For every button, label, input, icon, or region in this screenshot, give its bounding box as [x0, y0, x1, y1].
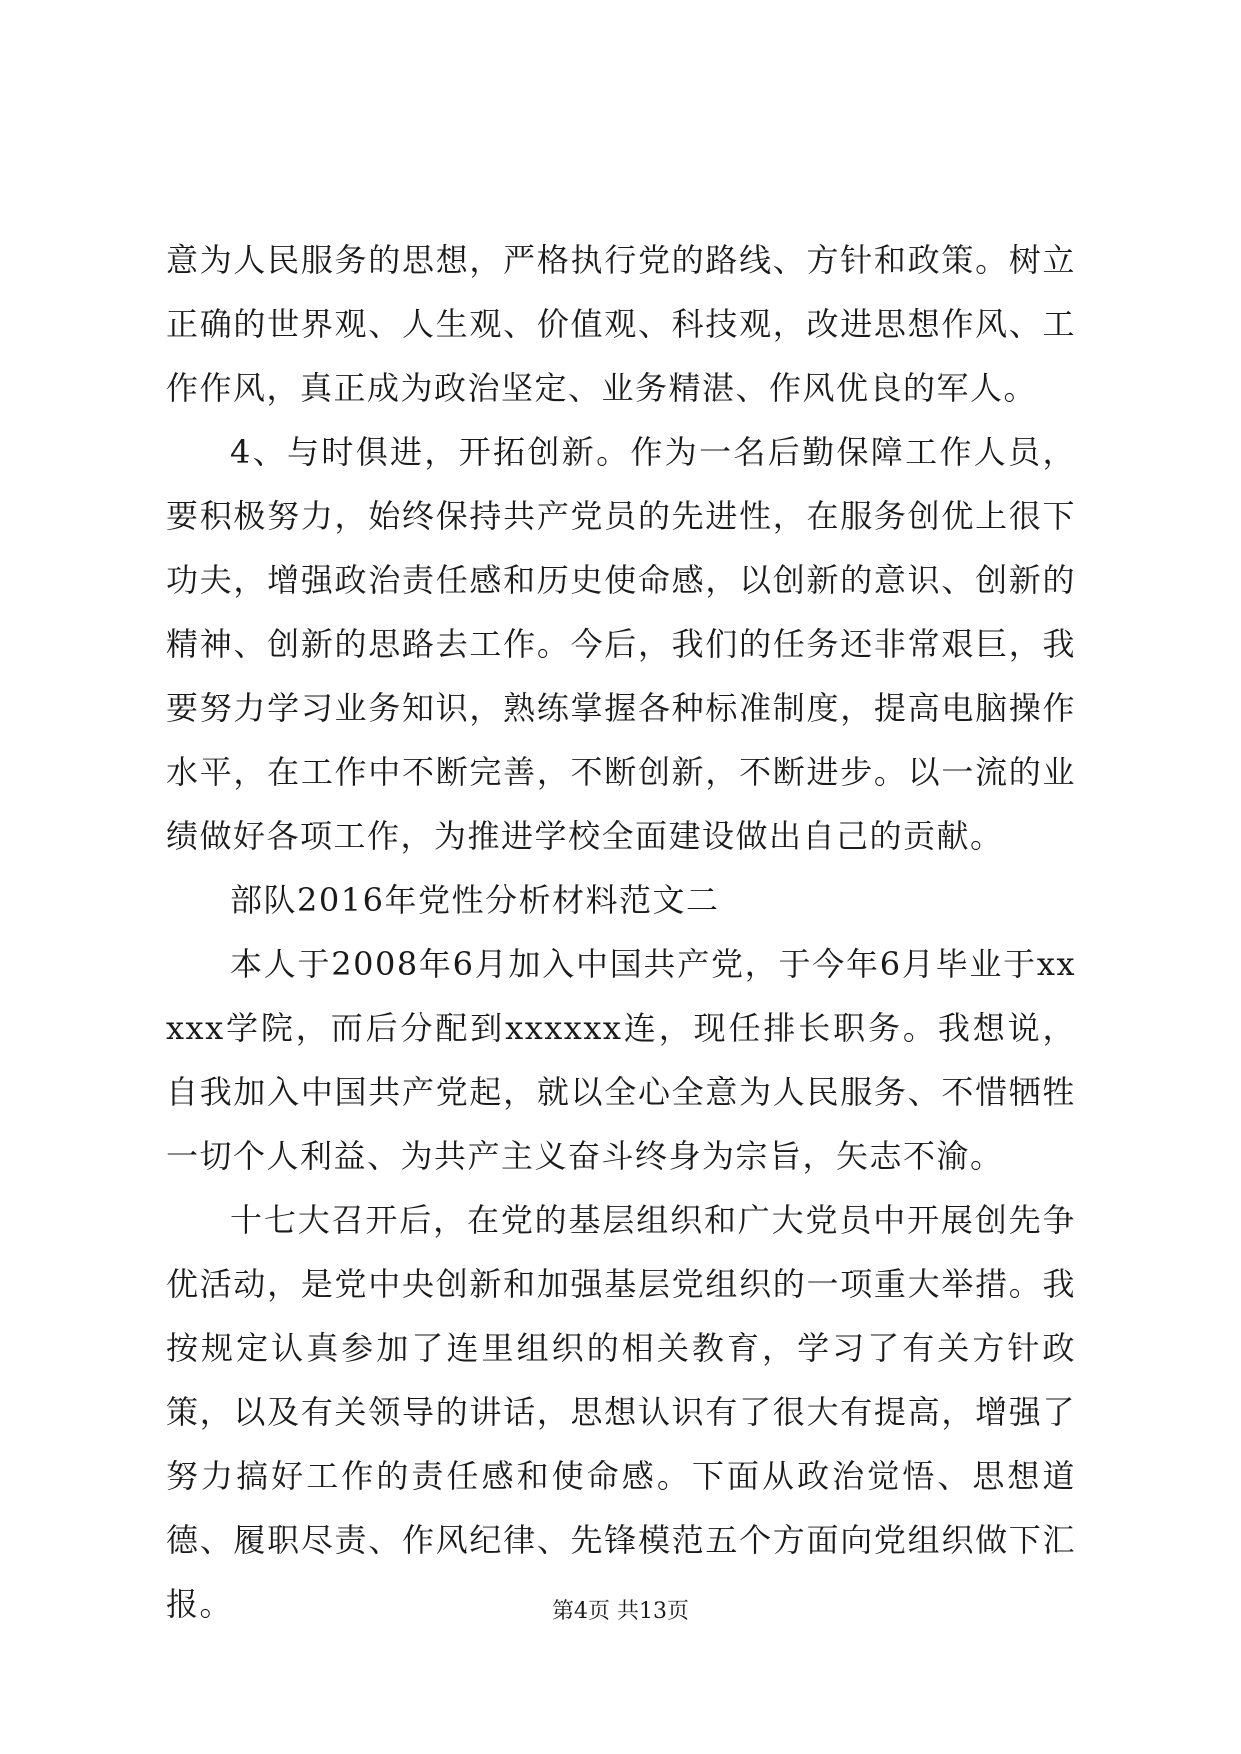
paragraph-item-4: 4、与时俱进，开拓创新。作为一名后勤保障工作人员，要积极努力，始终保持共产党员的先进性，在服务创优上很下功夫，增强政治责任感和历史使命感，以创新的意识、创新的精神、创新的思路去工作。今后，我们的任务还非常艰巨，我要努力学习业务知识，熟练掌握各种标准制度，提高电脑操作水平，在工作中不断完善，不断创新，不断进步。以一流的业绩做好各项工作，为推进学校全面建设做出自己的贡献。 [166, 433, 1076, 855]
page-footer: 第4页 共13页 [552, 1599, 689, 1624]
paragraph-continuation: 意为人民服务的思想，严格执行党的路线、方针和政策。树立正确的世界观、人生观、价值观、科技观，改进思想作风、工作作风，真正成为政治坚定、业务精湛、作风优良的军人。 [166, 241, 1076, 407]
paragraph-activity: 十七大召开后，在党的基层组织和广大党员中开展创先争优活动，是党中央创新和加强基层党组织的一项重大举措。我按规定认真参加了连里组织的相关教育，学习了有关方针政策，以及有关领导的讲话，思想认识有了很大有提高，增强了努力搞好工作的责任感和使命感。下面从政治觉悟、思想道德、履职尽责、作风纪律、先锋模范五个方面向党组织做下汇报。 [166, 1201, 1076, 1623]
section-heading: 部队2016年党性分析材料范文二 [230, 881, 720, 919]
document-body [166, 228, 1076, 1636]
paragraph-intro: 本人于2008年6月加入中国共产党，于今年6月毕业于xxxxx学院，而后分配到xxxxxx连，现任排长职务。我想说，自我加入中国共产党起，就以全心全意为人民服务、不惜牺牲一切个人利益、为共产主义奋斗终身为宗旨，矢志不渝。 [166, 945, 1076, 1175]
